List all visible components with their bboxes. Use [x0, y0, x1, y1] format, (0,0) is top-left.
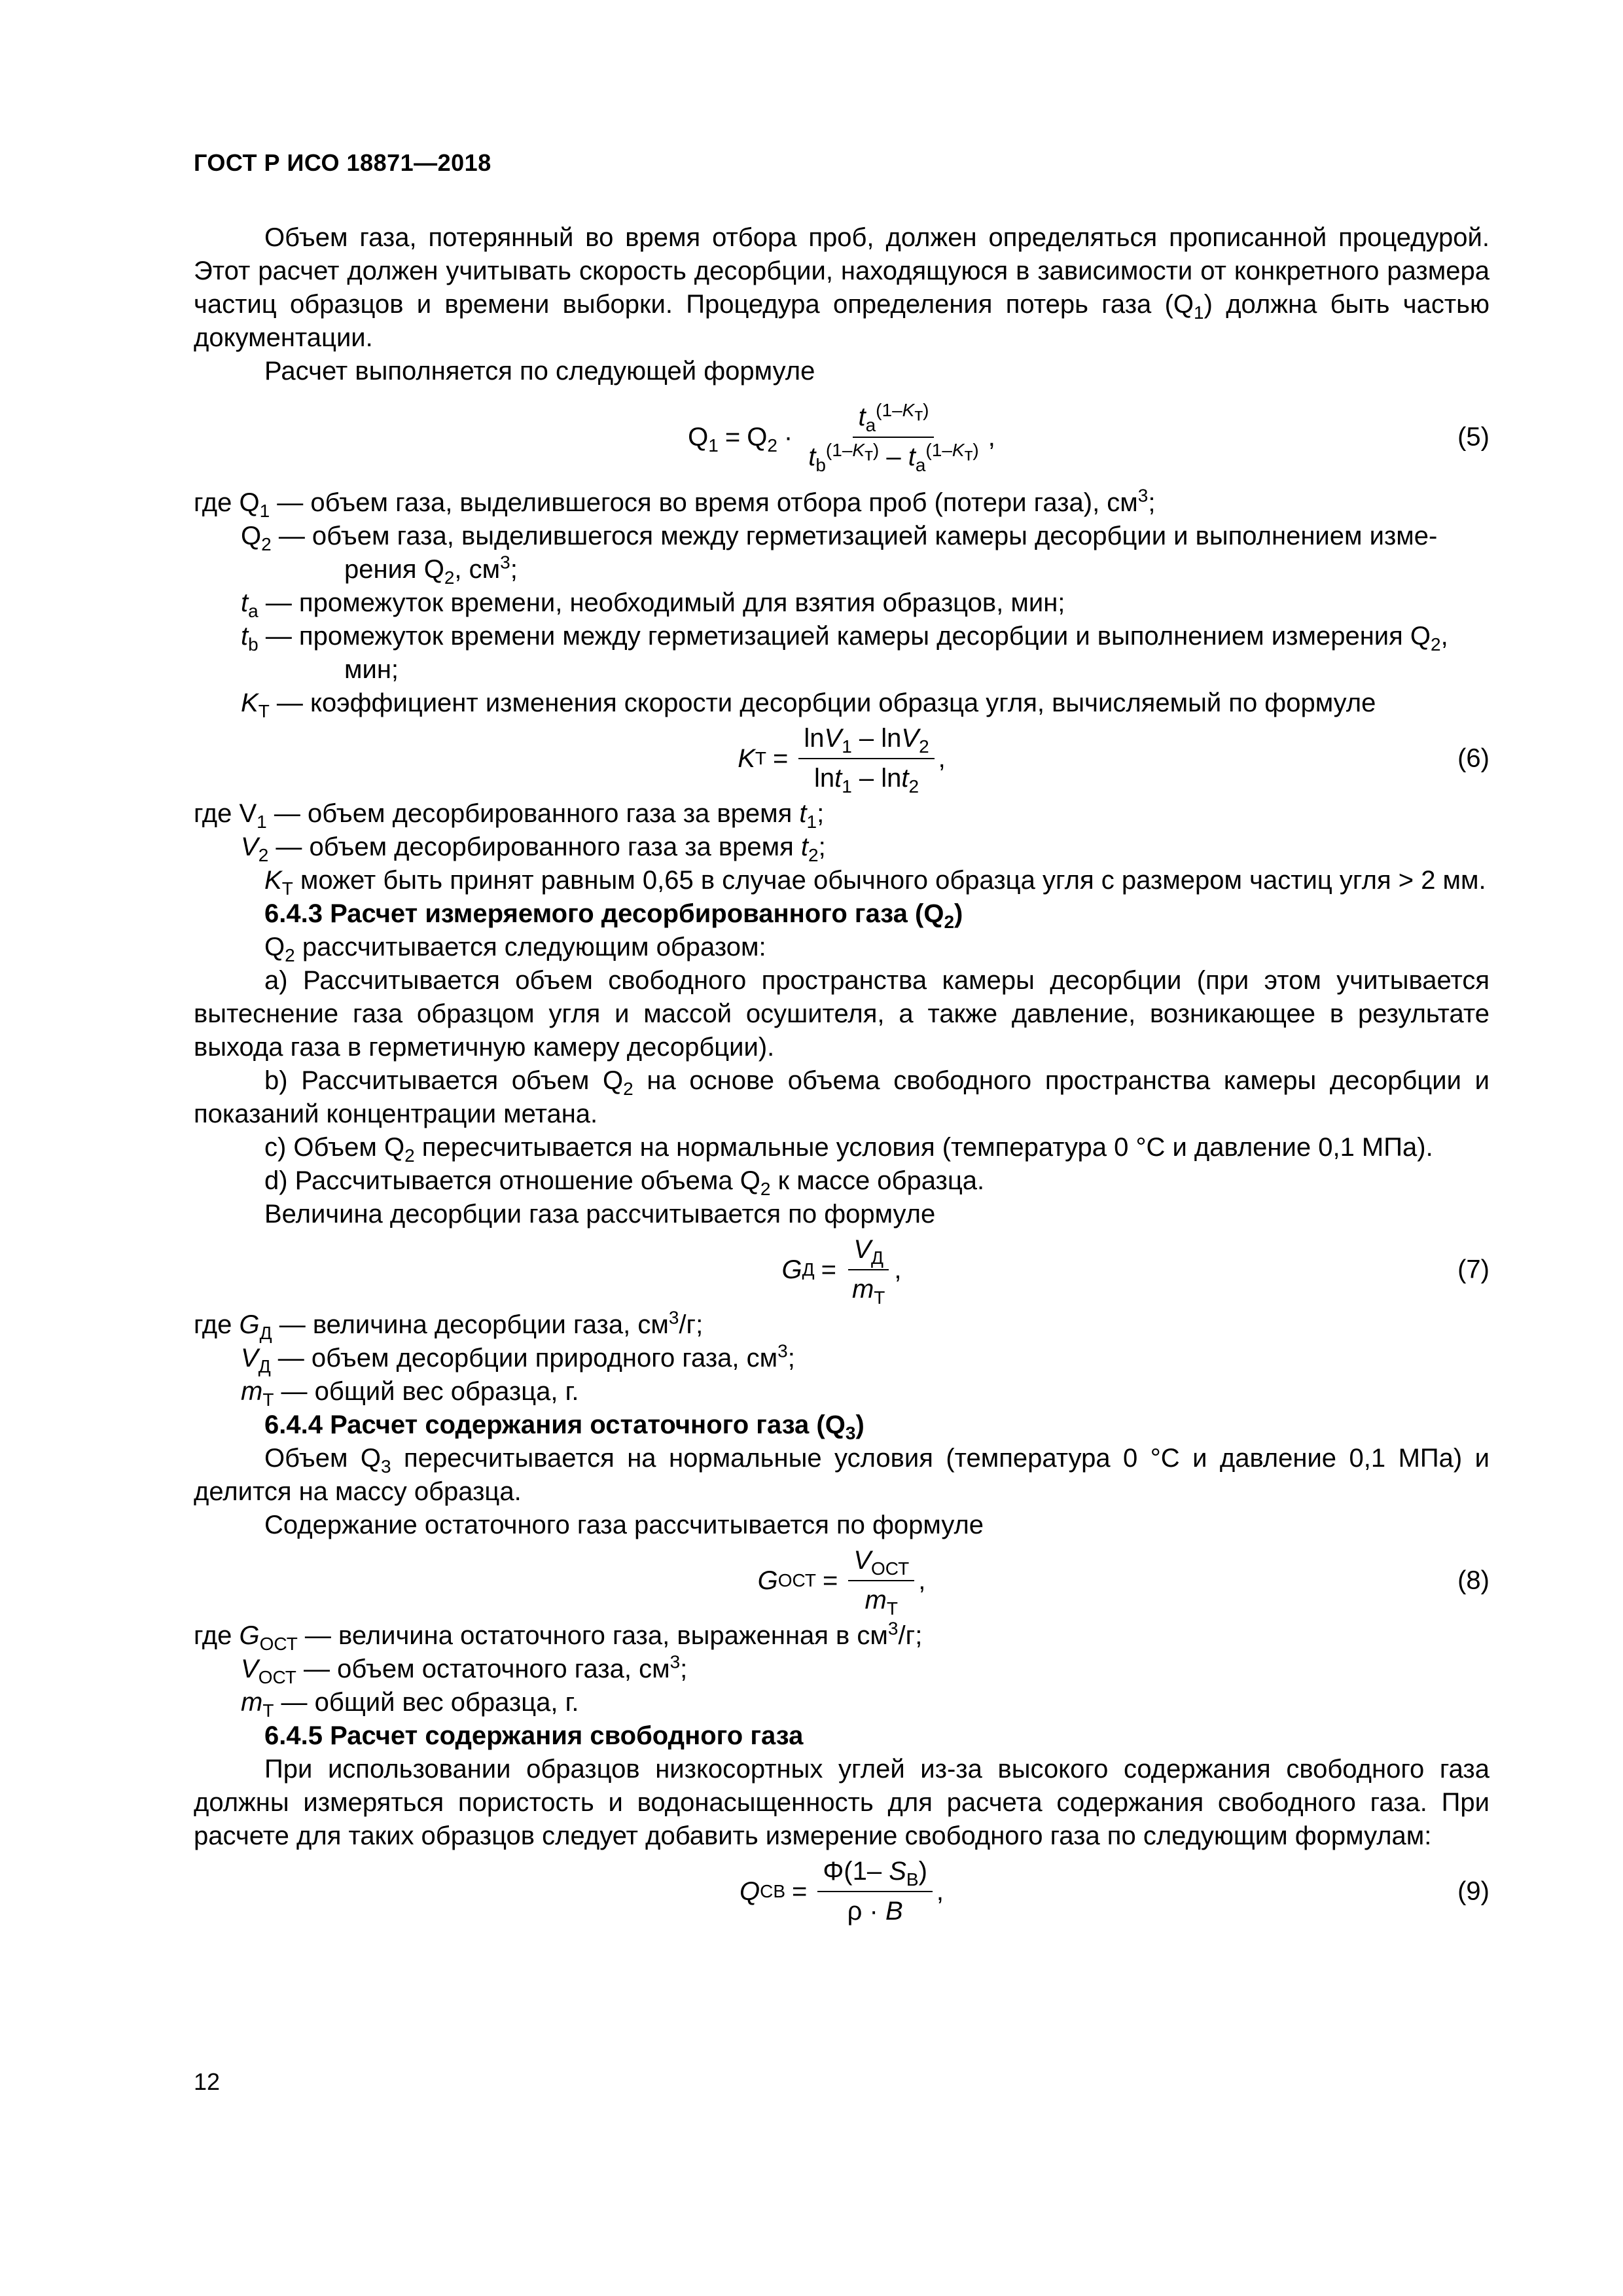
definition-vd: $V_Д$ — объем десорбции природного газа, $см^3$; [241, 1340, 795, 1376]
formula-7: G Д = $\frac{V_Д}{m_T}$ , (7) [194, 1231, 1489, 1308]
paragraph-formula-intro: Расчет выполняется по следующей формуле [264, 357, 815, 386]
formula-8-intro: Содержание остаточного газа рассчитывается по формуле [264, 1511, 984, 1539]
step-d: d) Рассчитывается отношение объема $Q_2$ к массе образца. [264, 1166, 985, 1199]
section-6-4-5-title: 6.4.5 Расчет содержания свободного газа [264, 1721, 804, 1750]
section-6-4-4-text: Объем $Q_3$ пересчитывается на нормальные условия (температура 0 °C и давление 0,1 МПа) и делится на массу образца. [194, 1444, 1490, 1506]
section-6-4-4-title: 6.4.4 Расчет содержания остаточного газа $(Q_3)$ [264, 1410, 865, 1443]
definition-v2: $V_2$ — объем десорбированного газа за время $t_2$; [241, 833, 826, 865]
document-header: ГОСТ Р ИСО 18871—2018 [194, 149, 491, 176]
definition-kt: $K_T$ — коэффициент изменения скорости десорбции образца угля, вычисляемый по формуле [241, 689, 1376, 721]
definition-ta: $t_a$ — промежуток времени, необходимый для взятия образцов, мин; [241, 588, 1065, 621]
equation-number-8: (8) [1457, 1566, 1489, 1595]
formula-6: K T = $\frac{\ln V_1 - \ln V_2}{\ln t_1 - \ln t_2}$ , (6) [194, 720, 1489, 797]
definition-tb: $t_b$ — промежуток времени между герметизацией камеры десорбции и выполнением измерения $Q_2$, [241, 622, 1448, 655]
equation-number-5: (5) [1457, 422, 1489, 452]
formula-8: G ОСТ = $\frac{V_{ОСТ}}{m_T}$ , (8) [194, 1542, 1489, 1619]
step-b: b) Рассчитывается объем $Q_2$ на основе объема свободного пространства камеры десорбции и показаний концентрации метана. [194, 1066, 1489, 1128]
definition-q1: где $Q_1$ — объем газа, выделившегося во время отбора проб (потери газа), $см^3$; [194, 485, 1156, 521]
step-a: a) Рассчитывается объем свободного пространства камеры десорбции (при этом учитывается вытеснение газа образцом угля и массой осушителя, а также давление, возникающее в результате выхода газа в герметичную камеру десорбции). [194, 966, 1489, 1062]
page-number: 12 [194, 2068, 221, 2095]
definition-v1: где $V_1$ — объем десорбированного газа за время $t_1$; [194, 799, 825, 832]
definition-vost: $V_{ОСТ}$ — объем остаточного газа, $см^3$; [241, 1651, 688, 1687]
section-6-4-3-title: 6.4.3 Расчет измеряемого десорбированного газа $(Q_2)$ [264, 899, 963, 932]
section-6-4-5-text: При использовании образцов низкосортных углей из-за высокого содержания свободного газа должны измеряться пористость и водонасыщенность для расчета содержания свободного газа. При расчете для таких образцов следует добавить измерение свободного газа по следующим формулам: [194, 1755, 1489, 1850]
definition-q2: $Q_2$ — объем газа, выделившегося между герметизацией камеры десорбции и выполнением изме- [241, 522, 1438, 554]
formula-5: $Q_1$ = $Q_2$ · $\frac{t_a^{(1-K_т)}}{t_b^{(1-K_т)} - t_a^{(1-K_т)}}$ , (5) [688, 399, 1489, 475]
kt-note: $K_T$ может быть принят равным 0,65 в случае обычного образца угля с размером частиц угля > 2 мм. [264, 866, 1486, 899]
equation-number-7: (7) [1457, 1255, 1489, 1284]
equation-number-9: (9) [1457, 1876, 1489, 1906]
definition-mt: $m_T$ — общий вес образца, г. [241, 1377, 579, 1410]
paragraph-gas-loss: Объем газа, потерянный во время отбора проб, должен определяться прописанной процедурой. Этот расчет должен учитывать скорость десорбции, находящуюся в зависимости от конкретного размера частиц образцов и времени выборки. Процедура определения потерь газа $(Q_1)$ должна быть частью документации. [194, 223, 1489, 352]
definition-mt-2: $m_T$ — общий вес образца, г. [241, 1688, 579, 1721]
step-c: c) Объем $Q_2$ пересчитывается на нормальные условия (температура 0 °C и давление 0,1 МПа). [264, 1133, 1433, 1166]
formula-7-intro: Величина десорбции газа рассчитывается по формуле [264, 1200, 936, 1229]
equation-number-6: (6) [1457, 744, 1489, 773]
formula-9: Q СВ = $\frac{\Phi(1- S_В)}{\rho \cdot B}$ , (9) [194, 1853, 1489, 1930]
section-6-4-3-intro: $Q_2$ рассчитывается следующим образом: [264, 933, 766, 965]
definition-gost: где $G_{ОСТ}$ — величина остаточного газа, выраженная в $см^3/г$; [194, 1618, 923, 1654]
definition-gd: где $G_Д$ — величина десорбции газа, $см^3/г$; [194, 1307, 704, 1343]
page-content: Объем газа, потерянный во время отбора проб, должен определяться прописанной процедурой. Этот расчет должен учитывать скорость десорбции, находящуюся в зависимости от конкретного размера частиц образцов и времени выборки. Процедура определения потерь газа $(Q_1)$ должна быть частью документации. Расчет выполняется по следующей формуле $Q_1$ = $Q_2$ · $\frac{t_a^{(1-K_т)}}{t_b^{(1-K_т)} - t_a^{(1-K_т)}}$ , (5) где $Q_1$ — объем газа, выделившегося во время отбора проб (потери газа), $см^3$; $Q_2$ — объем газа, выделившегося между герметизацией камеры десорбции и выполнением изме- рения $Q_2$, $см^3$; $t_a$ — промежуток времени, необходимый для взятия образцов, мин; $t_b$ — промежуток времени между герметизацией камеры десорбции и выполнением измерения $Q_2$, мин; $K_T$ — коэффициент изменения скорости десорбции образца угля, вычисляемый по формуле K T = $\frac{\ln V_1 - \ln V_2}{\ln t_1 - \ln t_2}$ , (6) где $V_1$ — объем десорбированного газа за время $t_1$; $V_2$ — объем десорбированного газа за время $t_2$; $K_T$ может быть принят равным 0,65 в случае обычного образца угля с размером частиц угля > 2 мм. 6.4.3 Расчет измеряемого десорбированного газа $(Q_2)$ $Q_2$ рассчитывается следующим образом: a) Рассчитывается объем свободного пространства камеры десорбции (при этом учитывается вытеснение газа образцом угля и массой осушителя, а также давление, возникающее в результате выхода газа в герметичную камеру десорбции). b) Рассчитывается объем $Q_2$ на основе объема свободного пространства камеры десорбции и показаний концентрации метана. c) Объем $Q_2$ пересчитывается на нормальные условия (температура 0 °C и давление 0,1 МПа). d) Рассчитывается отношение объема $Q_2$ к массе образца. Величина десорбции газа рассчитывается по формуле G Д = $\frac{V_Д}{m_T}$ , (7) где $G_Д$ — величина десорбции газа, $см^3/г$; $V_Д$ — объем десорбции природного газа, $см^3$; $m_T$ — общий вес образца, г. 6.4.4 Расчет содержания остаточного газа $(Q_3)$ Объем $Q_3$ пересчитывается на нормальные условия (температура 0 °C и давление 0,1 МПа) и делится на массу образца. Содержание остаточного газа рассчитывается по формуле G ОСТ = $\frac{V_{ОСТ}}{m_T}$ , (8) где $G_{ОСТ}$ — величина остаточного газа, выраженная в $см^3/г$; $V_{ОСТ}$ — объем остаточного газа, $см^3$; $m_T$ — общий вес образца, г. 6.4.5 Расчет содержания свободного газа При использовании образцов низкосортных углей из-за высокого содержания свободного газа должны измеряться пористость и водонасыщенность для расчета содержания свободного газа. При расчете для таких образцов следует добавить измерение свободного газа по следующим формулам: Q СВ = $\frac{\Phi(1- S_В)}{\rho \cdot B}$ , (9) [194, 221, 1489, 1930]
